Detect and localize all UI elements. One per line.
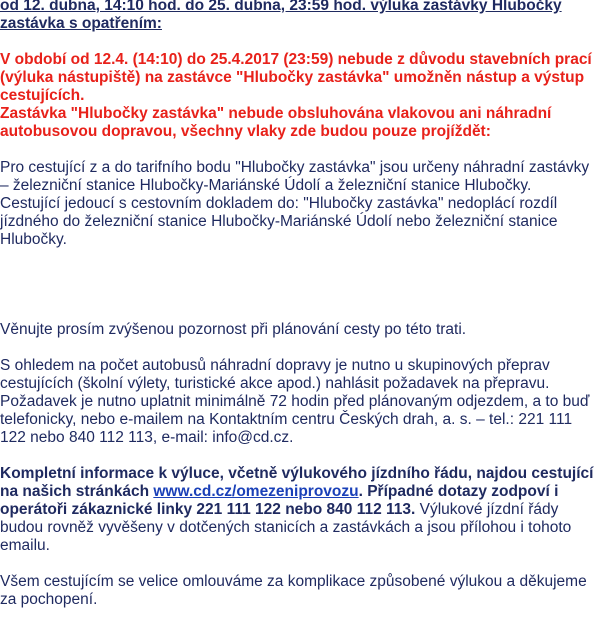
- complete-info-bold-start: Kompletní informace k výluce, včetně výlukového jízdního řádu, najdou cestující na našich stránkách: [0, 465, 594, 500]
- closure-period-text: V období od 12.4. (14:10) do 25.4.2017 (23:59) nebude z důvodu stavebních prací (výluka nástupiště) na zastávce "Hlubočky zastávka" umožněn nástup a výstup cestujících.: [0, 51, 592, 104]
- replacement-stops-info: [0, 159, 595, 249]
- closure-notice: [0, 51, 595, 141]
- complete-info-paragraph: [0, 465, 595, 555]
- fare-info-text: Cestující jedoucí s cestovním dokladem do: "Hlubočky zastávka" nedoplácí rozdíl jízdného do železniční stanice Hlubočky-Mariánské Údolí nebo železniční stanice Hlubočky.: [0, 195, 558, 248]
- attention-text: Věnujte prosím zvýšenou pozornost při plánování cesty po této trati.: [0, 321, 467, 338]
- complete-info-text: Výlukové jízdní řády budou rovněž vyvěšeny v dotčených stanicích a zastávkách a jsou přílohou i tohoto emailu.: [0, 501, 572, 554]
- omezeni-provozu-link[interactable]: www.cd.cz/omezeniprovozu: [153, 483, 359, 500]
- group-travel-text: S ohledem na počet autobusů náhradní dopravy je nutno u skupinových přeprav cestujících (školní výlety, turistické akce apod.) nahlásit požadavek na přepravu.: [0, 357, 550, 392]
- notice-heading: od 12. dubna, 14:10 hod. do 25. dubna, 23:59 hod. výluka zastávky Hlubočky zastávka s opatřením:: [0, 0, 562, 32]
- complete-info-bold-end: . Případné dotazy zodpoví i operátoři zákaznické linky 221 111 122 nebo 840 112 113.: [0, 483, 559, 518]
- replacement-stops-text: Pro cestující z a do tarifního bodu "Hlubočky zastávka" jsou určeny náhradní zastávky – železniční stanice Hlubočky-Mariánské Údolí a železniční stanice Hlubočky.: [0, 159, 590, 194]
- group-travel-info: [0, 357, 595, 447]
- apology-text: Všem cestujícím se velice omlouváme za komplikace způsobené výlukou a děkujeme za pochopení.: [0, 573, 587, 608]
- contact-centre-text: Požadavek je nutno uplatnit minimálně 72 hodin před plánovaným odjezdem, a to buď telefonicky, nebo e-mailem na Kontaktním centru Českých drah, a. s. – tel.: 221 111 122 nebo 840 112 113, e-mail: info@cd.cz.: [0, 393, 590, 446]
- closure-service-text: Zastávka "Hlubočky zastávka" nebude obsluhována vlakovou ani náhradní autobusovou dopravou, všechny vlaky zde budou pouze projíždět:: [0, 105, 552, 140]
